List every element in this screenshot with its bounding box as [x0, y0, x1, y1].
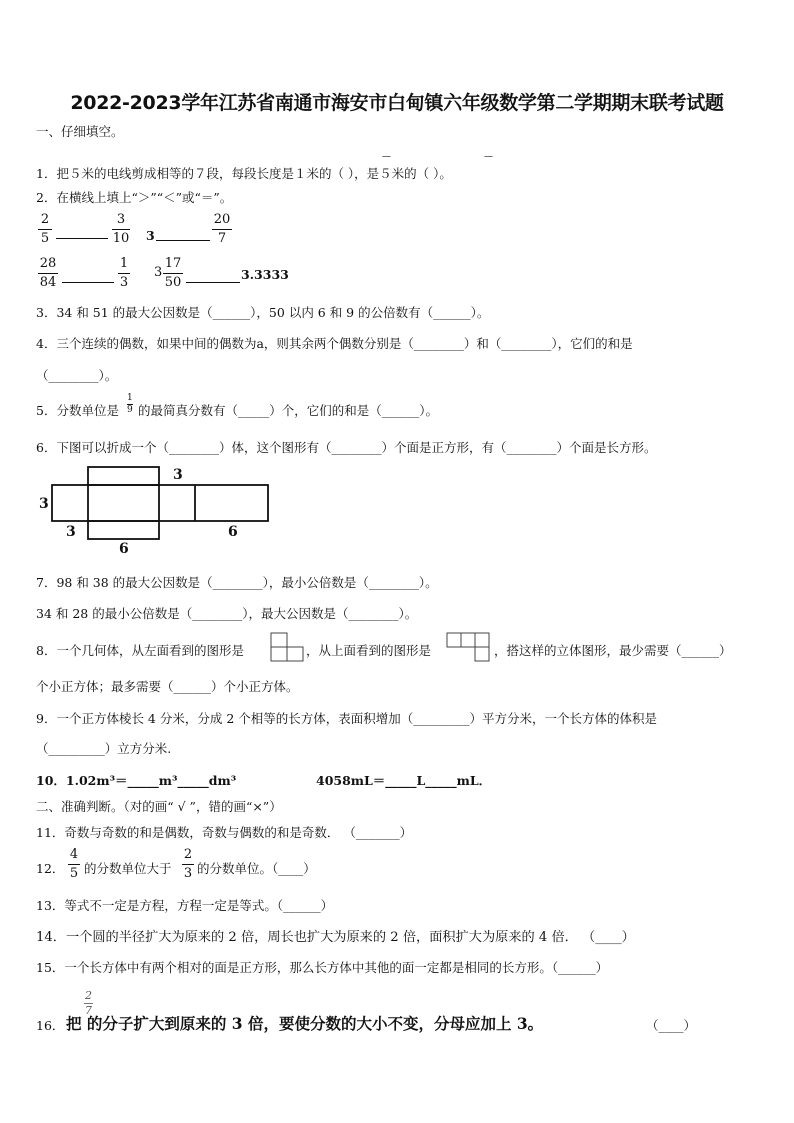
question-14: 14．一个圆的半径扩大为原来的 2 倍，周长也扩大为原来的 2 倍，面积扩大为原来的 4 倍． （____） [36, 930, 635, 945]
q1-bar-mark-2: — [484, 152, 493, 162]
net-label-top: 3 [173, 467, 183, 483]
q2-d-right: 3.3333 [241, 267, 289, 282]
net-label-bottom-left: 3 [66, 524, 76, 540]
question-9-line-2: （_________）立方分米. [36, 741, 172, 756]
question-15: 15．一个长方体中有两个相对的面是正方形，那么长方体中其他的面一定都是相同的长方形。（______） [36, 960, 609, 975]
section-2-heading: 二、准确判断。（对的画“ √ ”，错的画“×”） [36, 799, 282, 814]
q5-fraction: $\frac{1}{9}$ [127, 393, 133, 415]
q2-c-right-fraction: 1 3 [119, 256, 129, 290]
question-3: 3．34 和 51 的最大公因数是（______），50 以内 6 和 9 的公倍数有（______）。 [36, 305, 490, 320]
question-12-middle: 的分数单位大于 [84, 861, 172, 876]
q12-fraction-2: 2 3 [183, 847, 193, 881]
q2-b-right-fraction: 20 7 [213, 212, 231, 246]
q2-a-left-fraction: 2 5 [38, 212, 52, 247]
question-16-blank: （____） [646, 1018, 697, 1033]
page-title: 2022-2023学年江苏省南通市海安市白甸镇六年级数学第二学期期末联考试题 [70, 92, 724, 114]
question-13: 13．等式不一定是方程，方程一定是等式。（______） [36, 898, 334, 913]
net-label-right: 6 [228, 524, 238, 540]
q2-a-blank [56, 238, 108, 239]
question-10-part-a: 10．1.02m³＝_____m³_____dm³ [36, 773, 237, 788]
q16-fraction: 2 7 [85, 989, 92, 1017]
question-16-text: 把 的分子扩大到原来的 3 倍，要使分数的大小不变，分母应加上 3。 [66, 1014, 544, 1033]
question-11: 11．奇数与奇数的和是偶数，奇数与偶数的和是奇数． （_______） [36, 825, 413, 840]
question-2: 2．在横线上填上“＞”“＜”或“＝”。 [36, 190, 233, 205]
section-1-heading: 一、仔细填空。 [36, 124, 124, 139]
question-7-line-2: 34 和 28 的最小公倍数是（________），最大公因数是（________）。 [36, 606, 418, 621]
question-7-line-1: 7．98 和 38 的最大公因数是（________），最小公倍数是（________）。 [36, 575, 438, 590]
question-9-line-1: 9．一个正方体棱长 4 分米，分成 2 个相等的长方体，表面积增加（_________）平方分米，一个长方体的体积是 [36, 711, 658, 726]
top-view-grid-icon [446, 632, 492, 662]
question-8-part-a: 8．一个几何体，从左面看到的图形是 [36, 643, 244, 658]
question-10-part-b: 4058mL＝_____L_____mL． [316, 773, 492, 788]
question-5-prefix: 5．分数单位是 [36, 403, 119, 418]
q1-bar-mark-1: — [382, 152, 391, 162]
question-6: 6．下图可以折成一个（________）体，这个图形有（________）个面是正方形，有（________）个面是长方形。 [36, 440, 657, 455]
question-16-prefix: 16． [36, 1018, 65, 1033]
q2-c-blank [62, 282, 114, 283]
q2-d-blank [186, 282, 240, 283]
question-5-suffix: 的最简真分数有（_____）个，它们的和是（______）。 [138, 403, 439, 418]
q2-b-left: 3 [146, 228, 155, 243]
cuboid-net-diagram [36, 463, 276, 559]
question-8-part-c: ，搭这样的立体图形，最少需要（______） [494, 643, 732, 658]
net-label-bottom-mid: 6 [119, 541, 129, 557]
question-4-line-1: 4．三个连续的偶数，如果中间的偶数为a，则其余两个偶数分别是（________）和（________），它们的和是 [36, 336, 633, 351]
q2-d-fraction: 17 50 [164, 256, 182, 290]
q2-d-whole: 3 [154, 265, 163, 280]
left-view-grid-icon [270, 632, 304, 662]
question-8-line-2: 个小正方体；最多需要（______）个小正方体。 [36, 679, 299, 694]
question-12-suffix: 的分数单位。（____） [197, 861, 316, 876]
question-8-part-b: ，从上面看到的图形是 [306, 643, 432, 658]
q2-a-right-fraction: 3 10 [112, 212, 130, 246]
question-1: 1．把５米的电线剪成相等的７段，每段长度是１米的（ ），是５米的（ ）。 [36, 166, 452, 181]
net-label-left: 3 [39, 496, 49, 512]
q2-c-left-fraction: 28 84 [39, 256, 57, 290]
question-12-prefix: 12． [36, 861, 65, 876]
q12-fraction-1: 4 5 [69, 847, 79, 881]
question-4-line-2: （________）。 [36, 368, 118, 383]
q2-b-blank [156, 240, 210, 241]
